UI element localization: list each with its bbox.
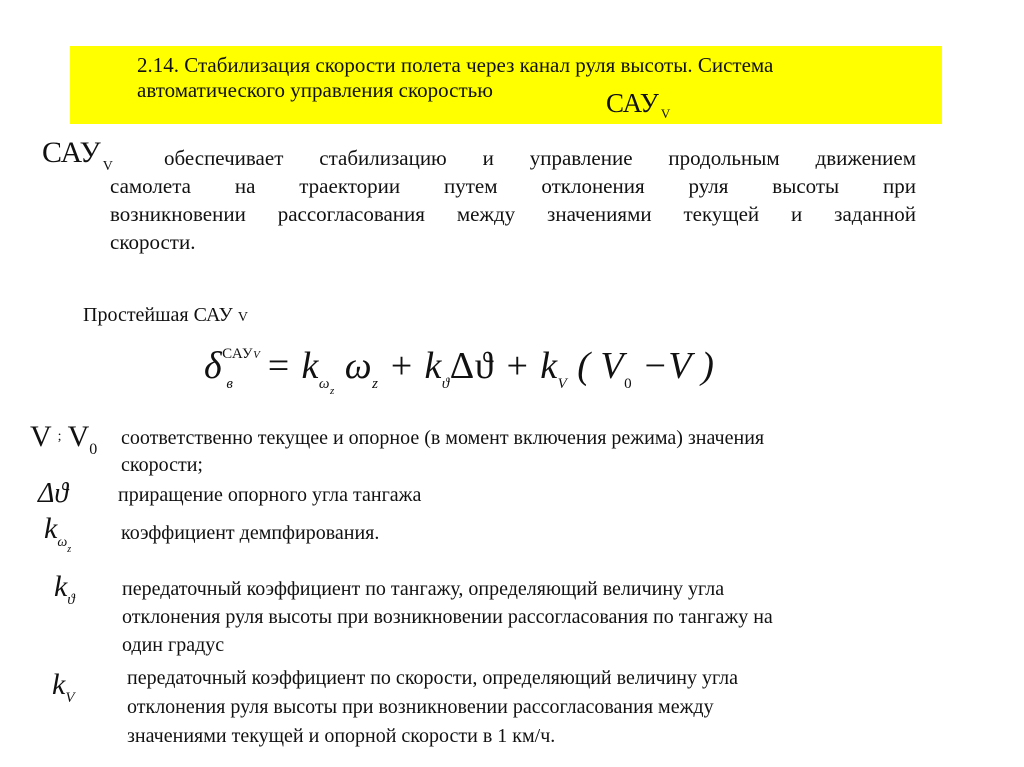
intro-line: скорости. (110, 230, 196, 254)
k-v-definition-line: отклонения руля высоты при возникновении рассогласования между (127, 696, 714, 718)
k-omega-definition: коэффициент демпфирования. (121, 522, 380, 544)
control-law-formula: $\delta^{САУV}_в = k_{\omega z}$ $\omega_z + k_ϑ\Delta ϑ + k_V$ ( $V_0 -V$ ) (204, 345, 715, 397)
title-line-2: автоматического управления скоростью (137, 78, 493, 102)
v-v0-symbols: V ; $V_0$ (30, 420, 98, 458)
title-line-1: 2.14. Стабилизация скорости полета через канал руля высоты. Система (137, 53, 774, 77)
k-omega-symbol: $k_{\omega z}$ (44, 512, 72, 555)
title-highlight-box (70, 46, 942, 124)
k-theta-definition-line: один градус (122, 634, 225, 656)
intro-sau-symbol: САУ $_V$ (42, 136, 113, 174)
k-theta-symbol: $k_ϑ$ (54, 570, 75, 608)
k-theta-definition-line: передаточный коэффициент по тангажу, определяющий величину угла (122, 578, 725, 600)
intro-line: обеспечивает стабилизацию и управление продольным движением (164, 146, 916, 170)
intro-paragraph (110, 144, 916, 256)
k-v-symbol: $k_V$ (52, 668, 75, 706)
title-sau-symbol: САУ $_V$ (606, 88, 671, 121)
delta-theta-symbol: Δϑ (38, 478, 69, 509)
delta-theta-definition: приращение опорного угла тангажа (118, 484, 422, 506)
intro-line: возникновении рассогласования между значениями текущей и заданной (110, 202, 916, 226)
k-theta-definition-line: отклонения руля высоты при возникновении рассогласования по тангажу на (122, 606, 773, 628)
k-v-definition-line: передаточный коэффициент по скорости, определяющий величину угла (127, 667, 739, 689)
simplest-sau-label: Простейшая САУ V (83, 304, 248, 326)
intro-line: самолета на траектории путем отклонения руля высоты при (110, 174, 916, 198)
v-definition-line-2: скорости; (121, 454, 203, 476)
k-v-definition-line: значениями текущей и опорной скорости в 1 км/ч. (127, 725, 556, 747)
v-definition-line-1: соответственно текущее и опорное (в момент включения режима) значения (121, 427, 765, 449)
